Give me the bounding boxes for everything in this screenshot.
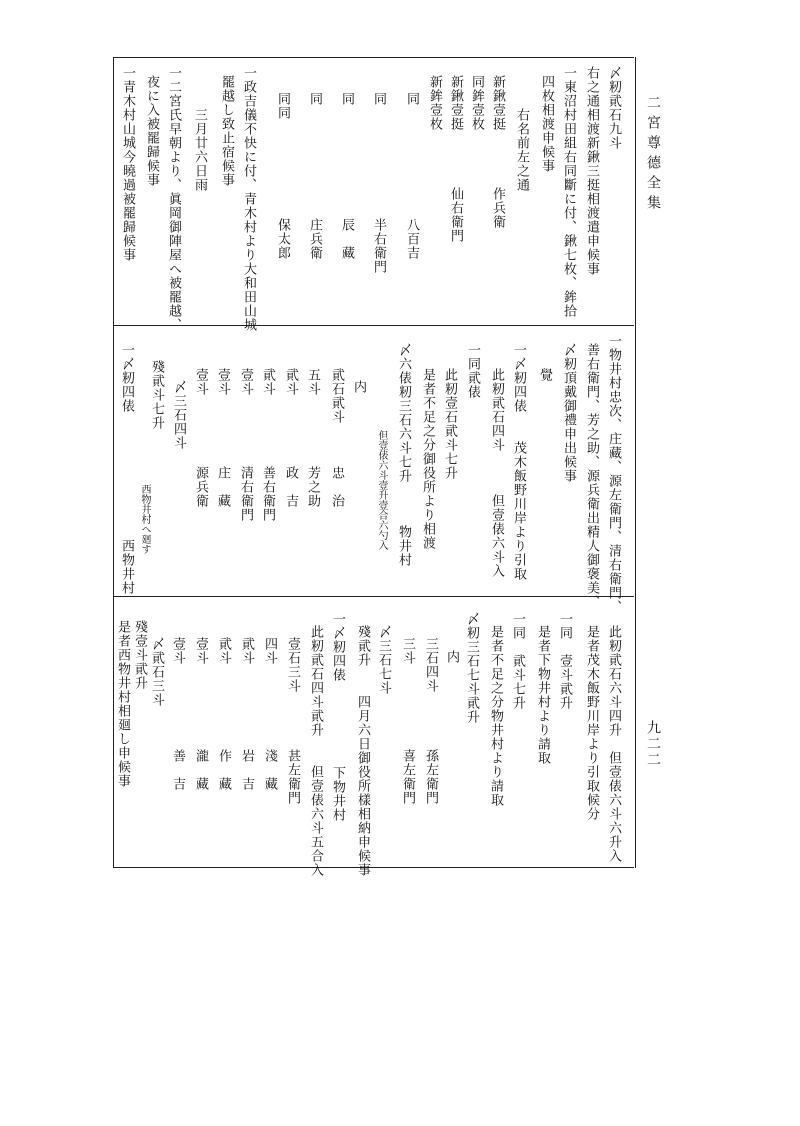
text-column: 是者茂木飯野川岸より引取候分	[584, 625, 599, 821]
text-column: 貮斗 作 藏	[216, 637, 231, 791]
text-column: 是者不足之分御役所より相渡	[420, 368, 435, 550]
text-column: 一東沼村田組右同斷に付、鍬七枚、鉾拾	[561, 66, 576, 318]
text-column: 貮斗 善右衛門	[260, 368, 275, 522]
text-column: 西物井村へ廻す	[139, 484, 150, 554]
text-column: 内	[351, 380, 366, 394]
text-column: 四枚相渡申候事	[539, 75, 554, 173]
text-column: 同 半右衛門	[371, 92, 386, 274]
bottom-rule	[113, 867, 634, 868]
text-column: 右名前左之通	[514, 108, 529, 192]
text-column: 内	[444, 650, 459, 664]
text-column: 此籾貮石四斗 但壹俵六斗入	[489, 368, 504, 578]
text-column: 〆三石四斗	[171, 380, 186, 450]
band-divider-1	[113, 325, 634, 326]
text-column: 〆籾三石七斗貮升	[464, 612, 479, 724]
text-column: 四斗 淺 藏	[262, 637, 277, 791]
text-column: 此籾貮石四斗貮升 但壹俵六斗五合入	[308, 625, 323, 877]
text-column: 貮石貮斗 忠 治	[329, 368, 344, 508]
text-column: 一同貮俵	[465, 343, 480, 399]
text-column: 一〆籾四俵 西物井村	[119, 343, 134, 595]
text-column: 五斗 芳之助	[305, 368, 320, 508]
text-column: 三斗 喜左衛門	[400, 637, 415, 805]
text-column: 殘貮斗七升	[149, 360, 164, 430]
text-column: 〆貮石三斗	[149, 637, 164, 707]
text-column: 一青木村山城今曉過被罷歸候事	[120, 66, 135, 262]
text-column: 〆六俵籾三石六斗七升 物井村	[396, 343, 411, 567]
text-column: 同同 保太郎	[275, 92, 290, 260]
text-column: 同 辰 藏	[339, 92, 354, 260]
text-column: 新鍬壹挺 仙右衛門	[448, 75, 463, 243]
text-column: 一〆籾四俵 茂木飯野川岸より引取	[511, 343, 526, 581]
top-rule	[113, 57, 634, 58]
text-column: 〆籾貮石九斗	[606, 66, 621, 150]
text-column: 〆三石七斗	[376, 625, 391, 695]
text-column: 夜に入被罷歸候事	[144, 75, 159, 187]
text-column: 殘壹斗貮升	[132, 620, 147, 690]
text-column: 一同 壹斗貮升	[557, 612, 572, 710]
text-column: 新鉾壹枚	[427, 75, 442, 131]
text-column: 同鉾壹枚	[469, 75, 484, 131]
text-column: 壹斗 源兵衛	[193, 368, 208, 508]
text-column: 壹斗 清右衛門	[238, 368, 253, 522]
text-column: 此籾貮石六斗四升 但壹俵六斗六升入	[606, 625, 621, 863]
text-column: 殘貮升 四月六日御役所樣相納申候事	[355, 625, 370, 877]
text-column: 壹斗 瀧 藏	[193, 637, 208, 791]
text-column: 同 庄兵衛	[307, 92, 322, 260]
text-column: 罷越し致止宿候事	[219, 75, 234, 187]
text-column: 是者西物井村相廻し申候事	[115, 620, 130, 788]
text-column: 一同 貮斗七升	[510, 612, 525, 710]
text-column: 一二宮氏早朝より、眞岡御陣屋へ被罷越、	[166, 66, 181, 332]
text-column: 貮斗 政 吉	[283, 368, 298, 508]
text-column: 一政吉儀不快に付、青木村より大和田山城	[241, 66, 256, 332]
text-column: 但壹俵六斗壹升壹合六勺入	[376, 430, 387, 550]
text-column: 新鍬壹挺 作兵衛	[490, 75, 505, 229]
text-column: 貮斗 岩 吉	[239, 637, 254, 791]
text-column: 右之通相渡新鍬三挺相渡遣申候事	[584, 66, 599, 276]
text-column: 壹石三斗 甚左衛門	[285, 637, 300, 805]
text-column: 是者下物井村より請取	[535, 625, 550, 765]
text-column: 是者不足之分物井村より請取	[488, 625, 503, 807]
text-column: 三月廿六日雨	[192, 108, 207, 192]
text-column: 一物井村忠次、庄藏、源左衛門、清右衛門、	[606, 334, 621, 614]
book-title: 二宮尊德全集	[645, 95, 661, 215]
text-column: 同 八百吉	[404, 92, 419, 260]
band-divider-2	[113, 596, 634, 597]
text-column: 三石四斗 孫左衛門	[423, 637, 438, 805]
page-number: 九二二	[645, 720, 661, 768]
text-column: 一〆籾四俵 下物井村	[330, 612, 345, 822]
text-column: 覺	[537, 368, 552, 382]
text-column: 壹斗 善 吉	[170, 637, 185, 791]
text-column: 善右衛門、芳之助、源兵衛出精人御褒美、	[584, 343, 599, 609]
text-column: 此籾壹石貮斗七升	[442, 368, 457, 480]
text-column: 〆籾頂戴御禮申出候事	[561, 343, 576, 483]
text-column: 壹斗 庄 藏	[215, 368, 230, 508]
